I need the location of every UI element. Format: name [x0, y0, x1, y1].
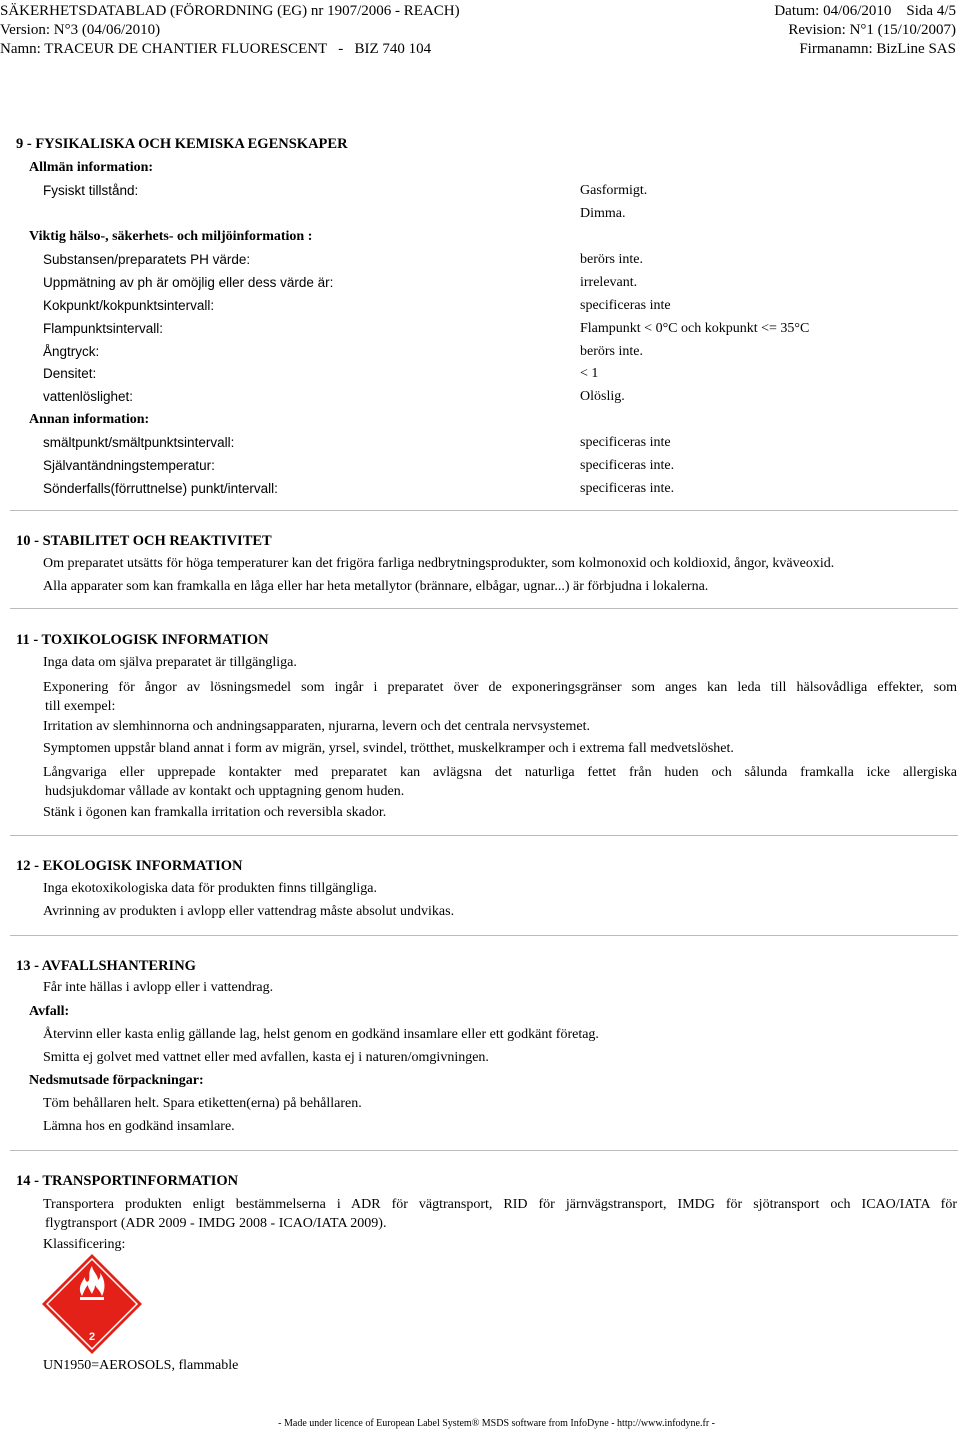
s13-line-1: Får inte hällas i avlopp eller i vattendrag. [43, 980, 274, 995]
other-label-autoignition: Självantändningstemperatur: [43, 458, 215, 473]
footer [0, 1418, 960, 1430]
prop-value-solubility: Olöslig. [580, 389, 625, 404]
prop-value-density: < 1 [580, 366, 599, 381]
section-12-title: 12 - EKOLOGISK INFORMATION [16, 858, 243, 874]
other-label-melting: smältpunkt/smältpunktsintervall: [43, 435, 235, 450]
header-title: SÄKERHETSDATABLAD (FÖRORDNING (EG) nr 1907/2006 - REACH) [0, 3, 460, 19]
s10-line-2: Alla apparater som kan framkalla en låga eller har heta metallytor (brännare, elbågar, ugnar...) är förbjudna i lokalerna. [43, 579, 709, 594]
section-11-title: 11 - TOXIKOLOGISK INFORMATION [16, 632, 269, 648]
packaging-line-2: Lämna hos en godkänd insamlare. [43, 1119, 235, 1134]
section-13-title: 13 - AVFALLSHANTERING [16, 958, 196, 974]
un-number-text: UN1950=AEROSOLS, flammable [43, 1358, 239, 1373]
s11-exposure-line-1: Exponering för ångor av lösningsmedel som ingår i preparatet över de exponeringsgränser som anges kan leda till hälsovådliga effekter, som [43, 680, 957, 695]
pictogram-class-number: 2 [88, 1331, 96, 1343]
header-version: Version: N°3 (04/06/2010) [0, 22, 161, 38]
s14-line-2: flygtransport (ADR 2009 - IMDG 2008 - ICAO/IATA 2009). [45, 1216, 387, 1231]
s12-line-1: Inga ekotoxikologiska data för produkten finns tillgängliga. [43, 881, 377, 896]
document-header-left [0, 2, 460, 59]
other-info-heading: Annan information: [29, 412, 150, 427]
other-label-decomposition: Sönderfalls(förruttnelse) punkt/intervall: [43, 481, 278, 496]
prop-label-boiling: Kokpunkt/kokpunktsintervall: [43, 298, 215, 313]
header-revision: Revision: N°1 (15/10/2007) [788, 22, 956, 38]
section-divider [10, 510, 958, 511]
s11-contact-line-2: hudsjukdomar vållade av kontakt och upptagning genom huden. [45, 784, 405, 799]
prop-value-ph-measure: irrelevant. [580, 275, 638, 290]
section-divider [10, 1150, 958, 1151]
s12-line-2: Avrinning av produkten i avlopp eller vattendrag måste absolut undvikas. [43, 904, 455, 919]
header-product-name: Namn: TRACEUR DE CHANTIER FLUORESCENT - BIZ 740 104 [0, 41, 432, 57]
prop-label-ph: Substansen/preparatets PH värde: [43, 252, 251, 267]
s11-line-3: Irritation av slemhinnorna och andningsapparaten, njurarna, levern och det centrala nervsystemet. [43, 719, 590, 734]
other-value-melting: specificeras inte [580, 435, 671, 450]
section-9-title: 9 - FYSIKALISKA OCH KEMISKA EGENSKAPER [16, 136, 348, 152]
state-value-1: Gasformigt. [580, 183, 648, 198]
s11-line-6: Stänk i ögonen kan framkalla irritation och reversibla skador. [43, 805, 387, 820]
prop-label-solubility: vattenlöslighet: [43, 389, 134, 404]
s11-line-1: Inga data om själva preparatet är tillgängliga. [43, 655, 297, 670]
packaging-line-1: Töm behållaren helt. Spara etiketten(erna) på behållaren. [43, 1096, 362, 1111]
section-divider [10, 835, 958, 836]
prop-label-vapour: Ångtryck: [43, 344, 100, 359]
prop-label-flash: Flampunktsintervall: [43, 321, 164, 336]
section-divider [10, 935, 958, 936]
section-14-title: 14 - TRANSPORTINFORMATION [16, 1173, 239, 1189]
s11-exposure-line-2: till exempel: [45, 699, 116, 714]
packaging-heading: Nedsmutsade förpackningar: [29, 1073, 204, 1088]
s11-paragraph-contact [43, 763, 957, 801]
prop-value-vapour: berörs inte. [580, 344, 643, 359]
header-company: Firmanamn: BizLine SAS [799, 41, 956, 57]
s10-line-1: Om preparatet utsätts för höga temperaturer kan det frigöra farliga nedbrytningsprodukter, som kolmonoxid och koldioxid, ångor, kväveoxid. [43, 556, 835, 571]
prop-value-boiling: specificeras inte [580, 298, 671, 313]
s14-line-1: Transportera produkten enligt bestämmelserna i ADR för vägtransport, RID för järnvägstransport, IMDG för sjötransport och ICAO/IATA för [43, 1197, 957, 1212]
waste-line-1: Återvinn eller kasta enlig gällande lag, helst genom en godkänd insamlare eller ett godkänt företag. [43, 1027, 599, 1042]
s11-paragraph-exposure [43, 678, 957, 716]
prop-label-density: Densitet: [43, 366, 97, 381]
section-10-title: 10 - STABILITET OCH REAKTIVITET [16, 533, 272, 549]
waste-line-2: Smitta ej golvet med vattnet eller med avfallen, kasta ej i naturen/omgivningen. [43, 1050, 489, 1065]
footer-text: - Made under licence of European Label System® MSDS software from InfoDyne - http://www.infodyne.fr - [278, 1418, 715, 1429]
state-label: Fysiskt tillstånd: [43, 183, 139, 198]
prop-value-ph: berörs inte. [580, 252, 643, 267]
s11-line-4: Symptomen uppstår bland annat i form av migrän, yrsel, svindel, trötthet, muskelkramper och i extrema fall medvetslöshet. [43, 741, 734, 756]
s11-contact-line-1: Långvariga eller upprepade kontakter med preparatet kan avlägsna det naturliga fettet från huden och sålunda framkalla icke allergiska [43, 765, 957, 780]
classification-label: Klassificering: [43, 1237, 126, 1252]
header-date-page: Datum: 04/06/2010 Sida 4/5 [774, 3, 956, 19]
other-value-decomposition: specificeras inte. [580, 481, 675, 496]
general-info-heading: Allmän information: [29, 160, 154, 175]
prop-value-flash: Flampunkt < 0°C och kokpunkt <= 35°C [580, 321, 810, 336]
flammable-gas-pictogram [40, 1252, 144, 1356]
s14-paragraph [43, 1195, 957, 1233]
health-info-heading: Viktig hälso-, säkerhets- och miljöinformation : [29, 229, 313, 244]
other-value-autoignition: specificeras inte. [580, 458, 675, 473]
state-value-2: Dimma. [580, 206, 626, 221]
waste-heading: Avfall: [29, 1004, 70, 1019]
document-header-right [774, 2, 956, 59]
section-divider [10, 608, 958, 609]
prop-label-ph-measure: Uppmätning av ph är omöjlig eller dess värde är: [43, 275, 334, 290]
